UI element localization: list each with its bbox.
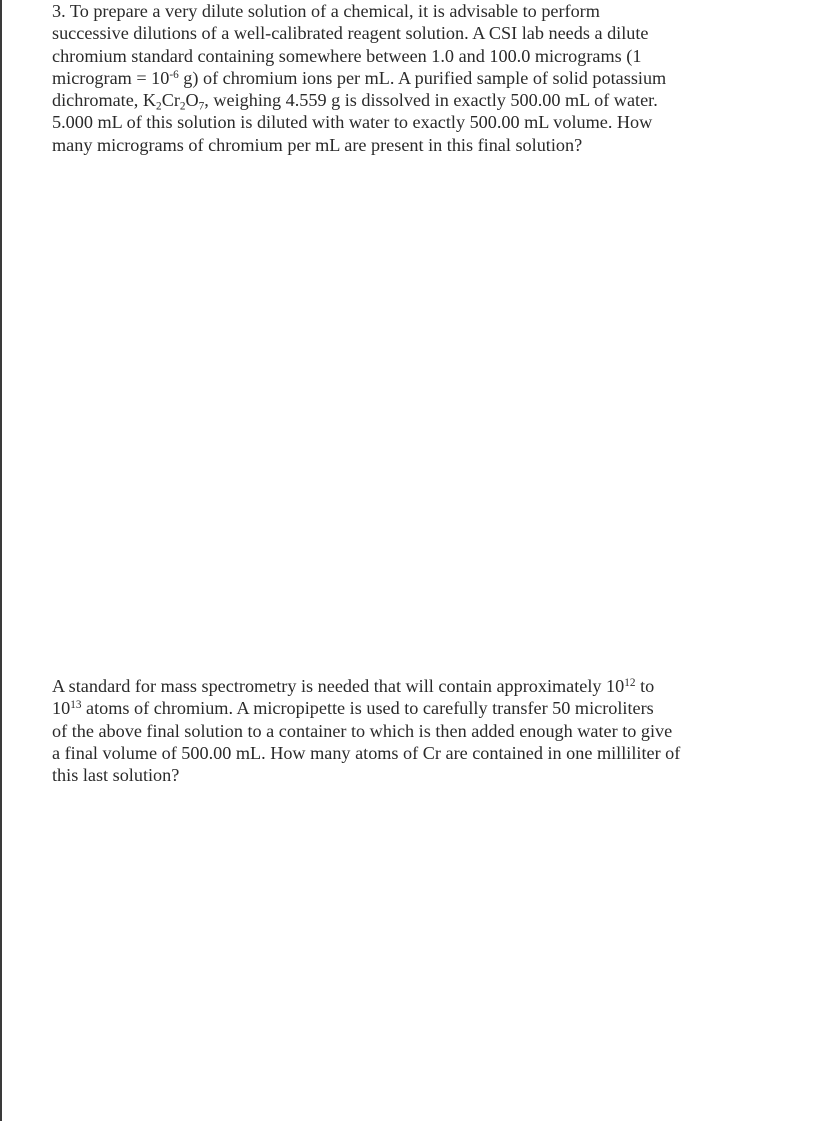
part-b-line-4: a final volume of 500.00 mL. How many atoms of Cr are contained in one milliliter of <box>52 742 681 763</box>
part-b-line-1: A standard for mass spectrometry is needed that will contain approximately $10^{12}$ to <box>52 676 655 696</box>
problem-3-line-7: many micrograms of chromium per mL are present in this final solution? <box>52 134 583 155</box>
problem-3-line-1: 3. To prepare a very dilute solution of a chemical, it is advisable to perform <box>52 1 600 21</box>
problem-3-part-b-text <box>52 675 680 786</box>
exponent: -6 <box>169 68 179 81</box>
problem-3-line-5: dichromate, $K_2Cr_2O_7$, weighing 4.559 g is dissolved in exactly 500.00 mL of water. <box>52 90 658 113</box>
problem-3-line-4: microgram = $10^{-6}$ g) of chromium ions per mL. A purified sample of solid potassium <box>52 67 667 88</box>
problem-3-text <box>52 0 666 156</box>
problem-3-line-6: 5.000 mL of this solution is diluted with water to exactly 500.00 mL volume. How <box>52 112 653 133</box>
part-b-line-5: this last solution? <box>52 765 180 786</box>
part-b-line-2: $10^{13}$ atoms of chromium. A micropipette is used to carefully transfer 50 microliters <box>52 698 654 719</box>
exponent: 13 <box>70 699 82 712</box>
subscript: 7 <box>198 100 205 113</box>
part-b-line-3: of the above final solution to a container to which is then added enough water to give <box>52 720 673 741</box>
subscript: 2 <box>179 100 186 113</box>
problem-3-line-2: successive dilutions of a well-calibrated reagent solution. A CSI lab needs a dilute <box>52 23 649 44</box>
problem-3-line-3: chromium standard containing somewhere between 1.0 and 100.0 micrograms (1 <box>52 45 642 66</box>
subscript: 2 <box>156 100 162 113</box>
page-left-edge <box>0 0 2 1121</box>
problem-number: 3. <box>52 1 66 21</box>
exponent: 12 <box>624 676 636 689</box>
